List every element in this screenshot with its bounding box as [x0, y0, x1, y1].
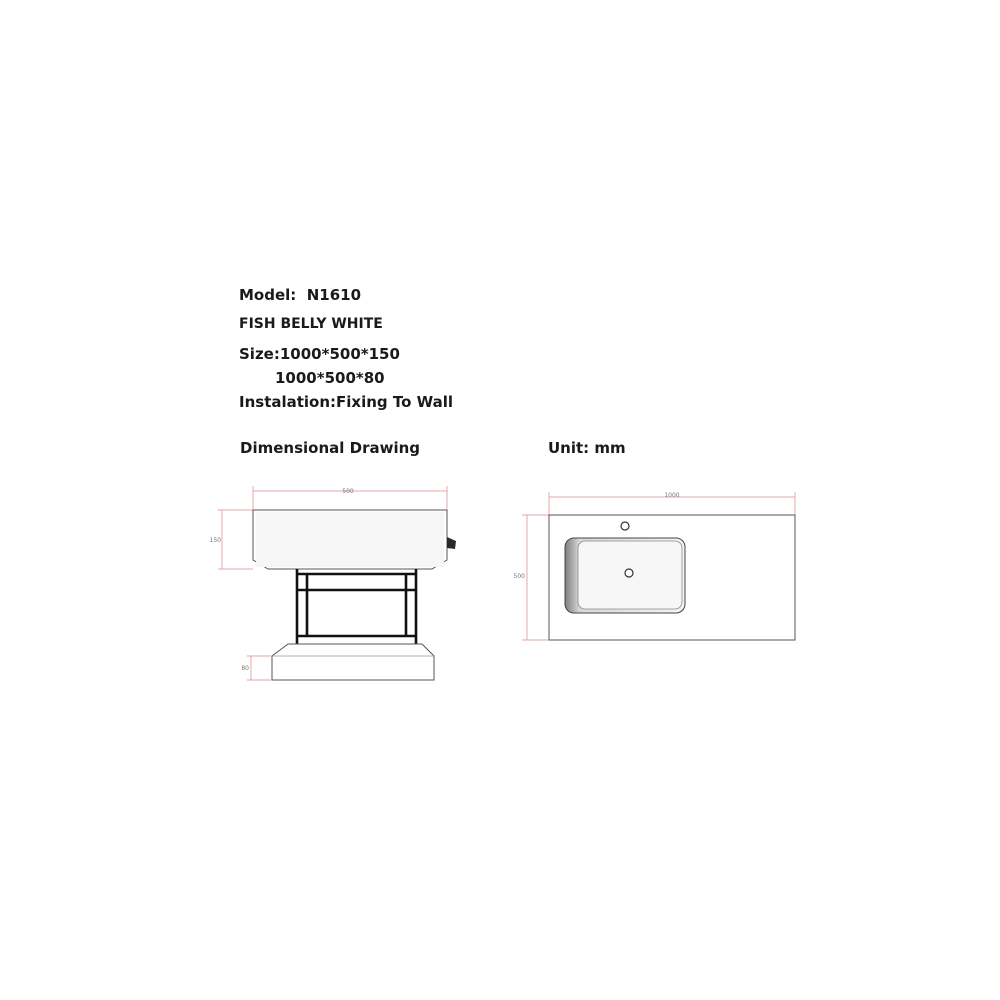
top-width-label: 1000 — [664, 492, 680, 499]
installation-label: Instalation:Fixing To Wall — [239, 393, 454, 411]
model-label: Model: N1610 — [239, 286, 362, 304]
top-depth-label: 500 — [513, 573, 525, 580]
top-depth-dimension — [522, 515, 549, 640]
base-height-dimension — [247, 656, 272, 680]
metal-frame — [297, 569, 416, 644]
side-view — [210, 486, 456, 680]
drain-pipe — [447, 537, 456, 549]
dimensional-drawing-heading: Dimensional Drawing — [240, 439, 420, 457]
side-width-label: 500 — [342, 488, 354, 495]
slab-shading — [256, 512, 444, 567]
tap-hole — [621, 522, 629, 530]
unit-heading: Unit: mm — [548, 439, 626, 457]
size-label-2: 1000*500*80 — [275, 369, 385, 387]
base-height-label: 80 — [241, 665, 249, 672]
drain-hole — [625, 569, 633, 577]
color-label: FISH BELLY WHITE — [239, 316, 383, 332]
size-label: Size:1000*500*150 — [239, 345, 400, 363]
side-height-dimension — [218, 510, 253, 569]
top-view — [514, 492, 795, 640]
base-shelf — [272, 644, 434, 680]
side-height-label: 150 — [209, 537, 221, 544]
